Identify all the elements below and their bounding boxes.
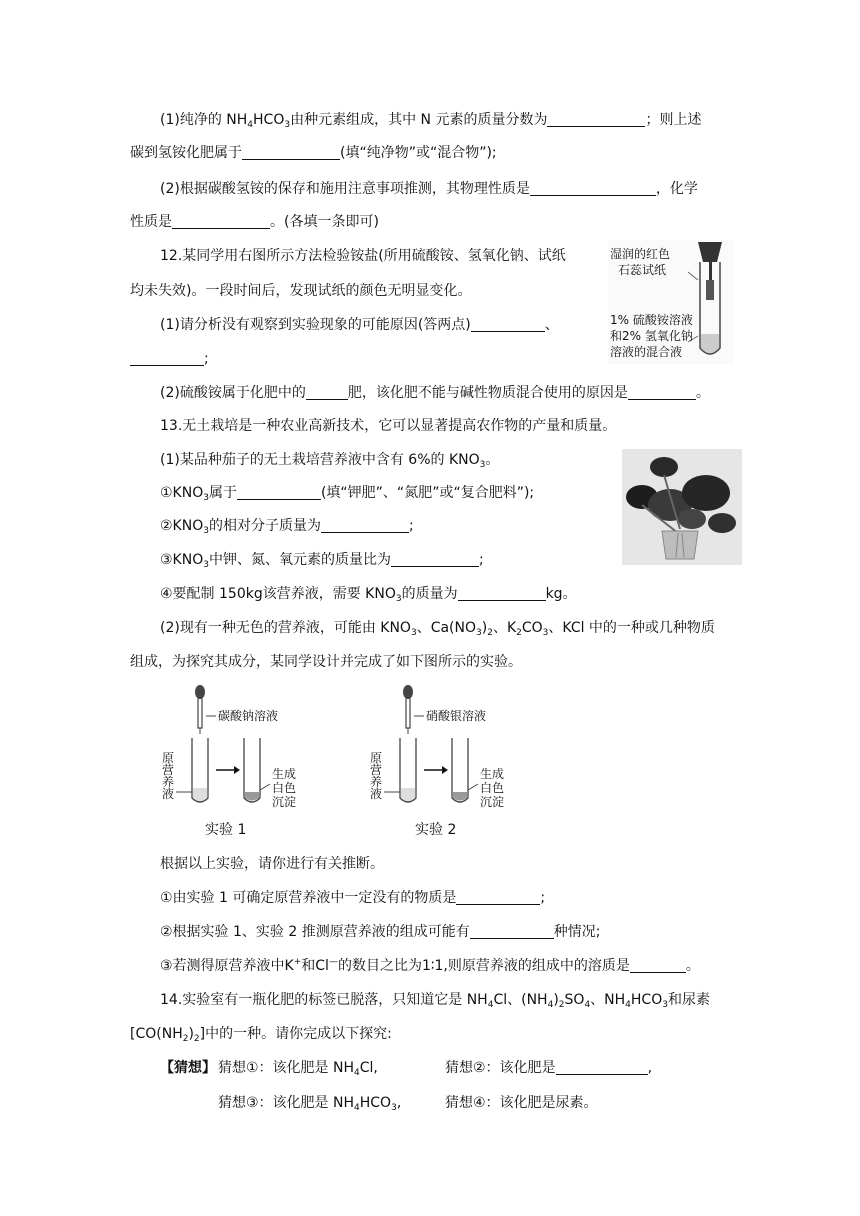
q12-part2 [160,383,710,403]
subscript: 4 [354,1068,360,1078]
guess-heading: 【猜想】 [160,1060,216,1076]
litmus-paper [706,280,714,300]
subscript: 3 [395,594,402,604]
answer-blank[interactable] [628,384,696,400]
experiment-1-caption: 实验 1 [205,822,247,838]
text: ②根据实验 1、实验 2 推测原营养液的组成可能有 [160,924,470,940]
text: ③若测得原营养液中K [160,958,294,974]
text: 12.某同学用右图所示方法检验铵盐(所用硫酸铵、氢氧化钠、试纸 [160,248,566,264]
text: ; [408,518,414,534]
text: ②KNO [160,518,204,534]
answer-blank[interactable] [391,551,479,567]
text: (1)某品种茄子的无土栽培营养液中含有 6%的 KNO [160,452,480,468]
q13-iii [160,550,484,570]
text: 性质是 [130,214,172,230]
text: 。 [685,958,700,974]
subscript: 3 [479,460,486,470]
hydroponic-plant-image [622,449,742,565]
text: 根据以上实验，请你进行有关推断。 [160,856,384,872]
text: 属于 [208,485,237,501]
text: [CO(NH [130,1026,183,1042]
subscript: 3 [476,628,482,638]
vertical-label: 液 [162,787,175,801]
text: 、Ca(NO [416,620,477,636]
subscript: 2 [182,1034,189,1044]
text: 、 [544,317,559,333]
subscript: 4 [354,1103,360,1113]
subscript: 2 [193,1034,200,1044]
q13-ii [160,516,414,536]
subscript: 3 [410,628,417,638]
subscript: 4 [625,1000,631,1010]
subscript: 2 [558,1000,565,1010]
guess-4 [445,1093,598,1113]
experiment-1-figure [158,680,308,810]
answer-blank[interactable] [306,384,348,400]
q11-part2-line2 [130,212,379,232]
experiment-2-diagram [366,680,516,810]
q13-part2-line1 [160,618,715,638]
fig-label: 溶液的混合液 [610,345,683,359]
q12-part1-line1 [160,315,559,335]
answer-blank[interactable] [321,517,409,533]
text: (2)根据碳酸氢铵的保存和施用注意事项推测，其物理性质是 [160,181,530,197]
text: (2)现有一种无色的营养液，可能由 KNO [160,620,411,636]
q14-line1 [160,990,710,1010]
text: Cl, [359,1060,378,1076]
vertical-label: 液 [370,787,383,801]
text: 的数目之比为1∶1,则原营养液的组成中的溶质是 [337,958,630,974]
text: ) [553,992,559,1008]
q13-infer [160,854,384,874]
text: 由种元素组成，其中 N 元素的质量分数为 [290,112,548,128]
answer-blank[interactable] [630,957,686,973]
text: 和Cl [301,958,329,974]
result-label: 白色 [272,781,297,795]
experiment-2-figure [366,680,516,810]
subscript: 4 [247,120,254,130]
guess-2 [445,1058,652,1078]
subscript: 4 [487,1000,494,1010]
fig-label: 湿润的红色 [610,247,671,261]
text: Cl、(NH [493,992,548,1008]
text: 13.无土栽培是一种农业高新技术，它可以显著提高农作物的产量和质量。 [160,418,617,434]
subscript: 3 [203,560,209,570]
answer-blank[interactable] [530,180,656,196]
subscript: 3 [391,1103,397,1113]
text: 和尿素 [667,992,710,1008]
text: (填“钾肥”、“氮肥”或“复合肥料”); [320,485,535,501]
vertical-label: 养 [370,775,383,789]
subscript: 3 [203,493,209,503]
text: (1)纯净的 NH [160,112,248,128]
text: 。(各填一条即可) [270,214,379,230]
q13-inference-3 [160,956,700,976]
subscript: 3 [662,1000,668,1010]
fig-label: 石蕊试纸 [618,263,667,277]
text: ，化学 [655,181,698,197]
text: 均未失效)。一段时间后，发现试纸的颜色无明显变化。 [130,283,472,299]
vertical-label: 原 [370,751,383,765]
text: ) [188,1026,194,1042]
text: 肥，该化肥不能与碱性物质混合使用的原因是 [347,385,628,401]
text: 种情况; [553,924,601,940]
q12-part1-line2 [130,349,209,369]
answer-blank[interactable] [547,111,645,127]
experiment-1-diagram [158,680,308,810]
text: ；则上述 [645,112,702,128]
text: ]中的一种。请你完成以下探究: [199,1026,392,1042]
vertical-label: 营 [370,763,383,777]
subscript: 3 [203,526,209,536]
text: 、NH [590,992,626,1008]
guess-3 [218,1093,401,1113]
dropper-bulb [403,685,413,699]
subscript: 2 [516,628,522,638]
result-label: 沉淀 [272,795,297,809]
answer-blank[interactable] [172,213,270,229]
result-label: 生成 [272,767,297,781]
text: ) [481,620,488,636]
text: 、K [492,620,517,636]
answer-blank[interactable] [471,316,545,332]
subscript: 2 [487,628,493,638]
dropper-tube [198,698,202,728]
subscript: 4 [547,1000,554,1010]
q13-iv [160,584,577,604]
text: 。 [485,452,500,468]
test-tube-diagram [608,240,734,364]
experiment-2-caption: 实验 2 [415,822,457,838]
plant-photo [622,449,742,565]
text: 的相对分子质量为 [208,518,321,534]
answer-blank[interactable] [237,484,321,500]
text: ①KNO [160,485,204,501]
text: (填“纯净物”或“混合物”); [340,145,497,161]
text: 的质量为 [401,586,458,602]
text: ; [540,890,546,906]
text: ③KNO [160,552,204,568]
text: 该营养液，需要 KNO [262,586,396,602]
text: SO [564,992,585,1008]
answer-blank[interactable] [130,350,204,366]
text: HCO [359,1095,392,1111]
text: HCO [630,992,663,1008]
vertical-label: 营 [162,763,175,777]
reagent-label: 硝酸银溶液 [426,709,487,723]
q14-line2 [130,1024,392,1044]
q11-part2-line1 [160,179,698,199]
answer-blank[interactable] [556,1059,648,1075]
text: ; [478,552,484,568]
text: 14.实验室有一瓶化肥的标签已脱落，只知道它是 NH [160,992,488,1008]
dropper-tube [406,698,410,728]
text: 猜想③：该化肥是 NH [218,1095,355,1111]
q12-line1 [160,246,566,266]
dropper-bulb [195,685,205,699]
text: 猜想④：该化肥是尿素。 [445,1095,598,1111]
text: 猜想①：该化肥是 NH [218,1060,355,1076]
text: CO [521,620,543,636]
text: (1)请分析没有观察到实验现象的可能原因(答两点) [160,317,471,333]
text: ; [204,351,209,367]
q13-part2-line2 [130,652,522,672]
vertical-label: 养 [162,775,175,789]
q13-inference-1 [160,888,545,908]
fig-label: 和2% 氢氧化钠 [610,329,693,343]
result-label: 沉淀 [480,795,505,809]
text: 组成，为探究其成分，某同学设计并完成了如下图所示的实验。 [130,654,522,670]
q12-line2 [130,281,471,301]
answer-blank[interactable] [456,889,540,905]
reagent-label: 碳酸钠溶液 [218,709,279,723]
text: kg。 [545,586,577,602]
text: , [396,1095,402,1111]
q13-i [160,483,534,503]
text: (2)硫酸铵属于化肥中的 [160,385,306,401]
result-label: 白色 [480,781,505,795]
q11-part1-line1 [160,110,701,130]
answer-blank[interactable] [242,144,340,160]
q11-part1-line2 [130,143,497,163]
subscript: 3 [542,628,549,638]
text: 、KCl 中的一种或几种物质 [548,620,715,636]
text: ④要配制 150kg [160,586,263,602]
text: 猜想②：该化肥是 [445,1060,556,1076]
answer-blank[interactable] [458,585,546,601]
subscript: 3 [284,120,291,130]
q13-inference-2 [160,922,600,942]
text: 。 [695,385,710,401]
fig-label: 1% 硫酸铵溶液 [610,313,693,327]
text: , [647,1060,653,1076]
vertical-label: 原 [162,751,175,765]
text: 中钾、氮、氧元素的质量比为 [208,552,391,568]
result-label: 生成 [480,767,505,781]
text: HCO [253,112,285,128]
text: ①由实验 1 可确定原营养液中一定没有的物质是 [160,890,457,906]
text: 碳到氢铵化肥属于 [130,145,242,161]
superscript: — [328,957,338,967]
superscript: + [293,957,302,967]
guess-1 [218,1058,378,1078]
litmus-test-figure [608,240,734,364]
q13-line1 [160,416,616,436]
subscript: 4 [584,1000,591,1010]
answer-blank[interactable] [470,923,554,939]
q13-part1 [160,450,499,470]
